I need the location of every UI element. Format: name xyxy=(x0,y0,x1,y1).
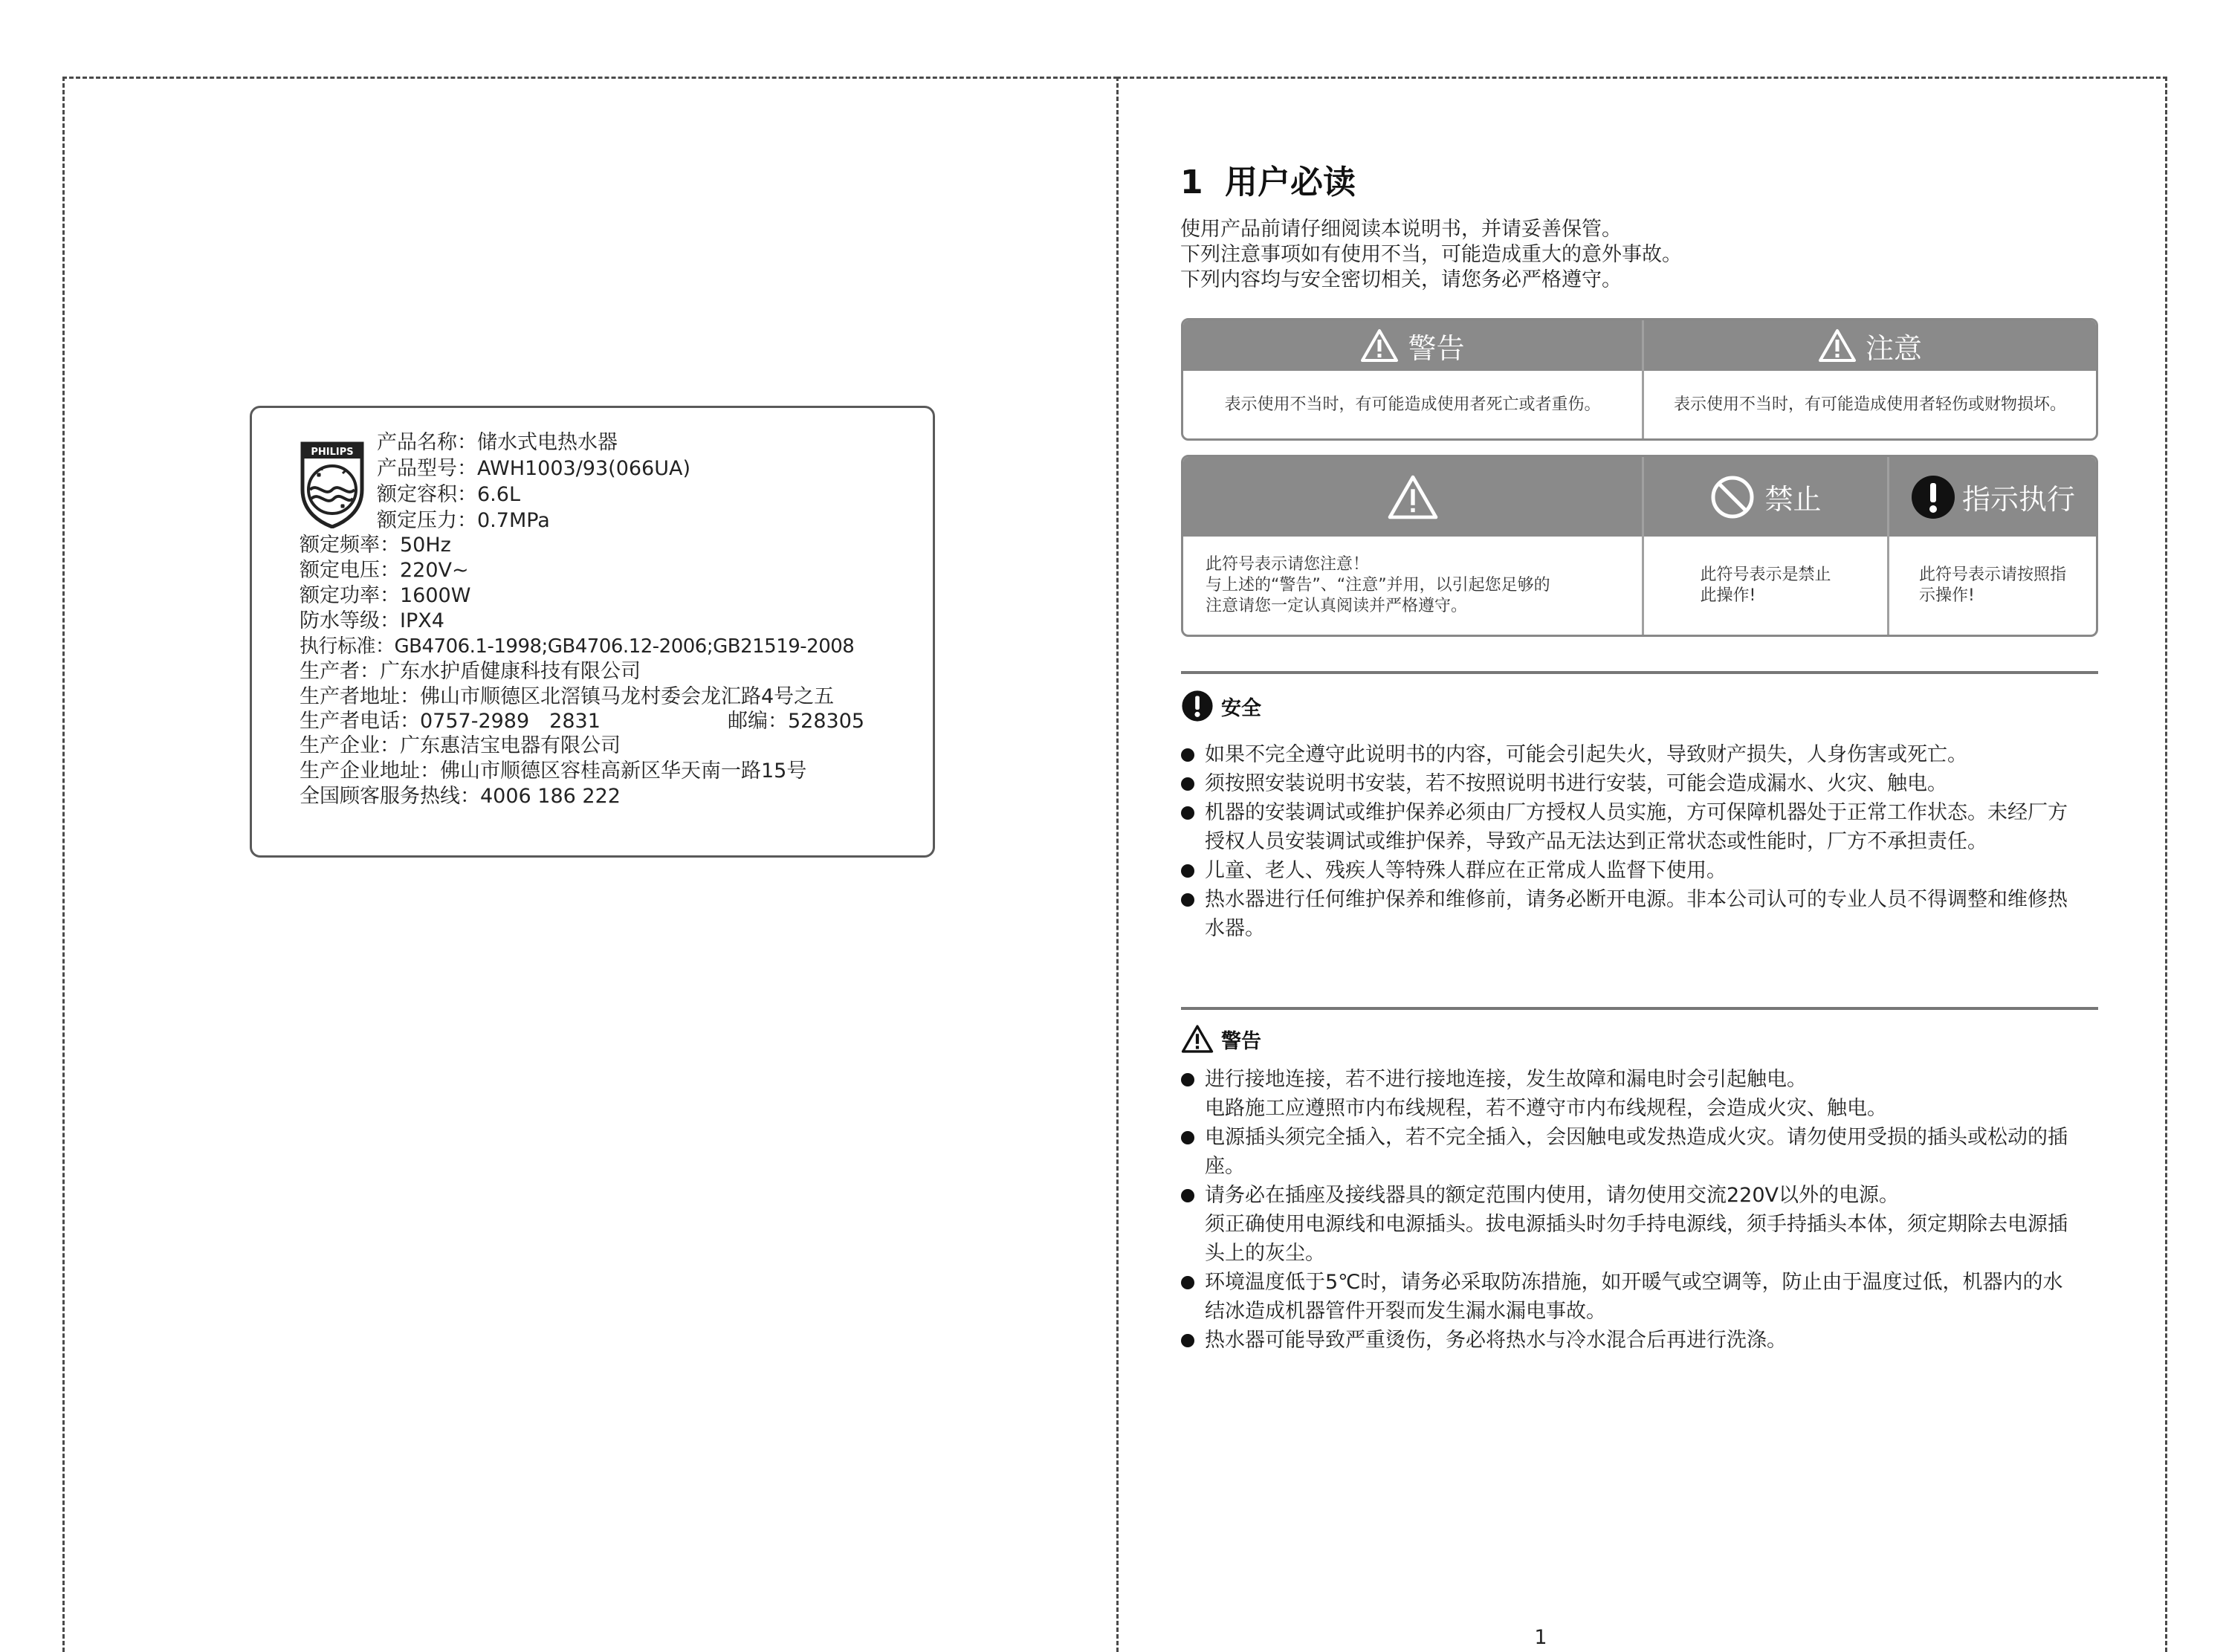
symbol-header: 禁止 xyxy=(1644,457,1887,537)
left-page xyxy=(62,77,1118,1652)
page-number: 1 xyxy=(1534,1626,1547,1649)
symbol-description: 此符号表示是禁止 此操作! xyxy=(1700,566,1831,605)
nameplate-postal-code: 邮编：528305 xyxy=(728,710,865,733)
intro-line: 下列内容均与安全密切相关，请您务必严格遵守。 xyxy=(1180,268,1622,291)
nameplate-line: 防水等级：IPX4 xyxy=(300,609,444,632)
list-item: 请务必在插座及接线器具的额定范围内使用，请勿使用交流220V以外的电源。 须正确使用电源线和电源插头。拔电源插头时勿手持电源线，须手持插头本体，须定期除去电源插 头上的灰尘。 xyxy=(1181,1181,2110,1268)
list-item: 进行接地连接，若不进行接地连接，发生故障和漏电时会引起触电。 电路施工应遵照市内布线规程，若不遵守市内布线规程，会造成火灾、触电。 xyxy=(1181,1065,2110,1123)
nameplate-line: 全国顾客服务热线：4006 186 222 xyxy=(300,785,621,808)
list-item: 儿童、老人、残疾人等特殊人群应在正常成人监督下使用。 xyxy=(1181,856,2110,885)
nameplate-line: 额定频率：50Hz xyxy=(300,534,451,557)
nameplate-line: 额定压力：0.7MPa xyxy=(377,509,550,532)
section-title: 1 用户必读 xyxy=(1180,163,1356,201)
symbol-description: 表示使用不当时，有可能造成使用者死亡或者重伤。 xyxy=(1224,395,1601,414)
symbol-column-notice xyxy=(1183,457,1642,635)
symbol-header: 注意 xyxy=(1644,320,2096,371)
intro-line: 下列注意事项如有使用不当，可能造成重大的意外事故。 xyxy=(1180,243,1682,266)
nameplate-line: 生产企业地址：佛山市顺德区容桂高新区华天南一路15号 xyxy=(300,759,807,783)
exclamation-circle-icon xyxy=(1181,690,1214,722)
nameplate xyxy=(250,406,935,858)
nameplate-line: 生产企业：广东惠洁宝电器有限公司 xyxy=(300,734,621,757)
right-page xyxy=(1116,77,2167,1652)
list-item: 环境温度低于5℃时，请务必采取防冻措施，如开暖气或空调等，防止由于温度过低，机器内的水 结冰造成机器管件开裂而发生漏水漏电事故。 xyxy=(1181,1268,2110,1326)
intro-paragraph xyxy=(1180,217,1682,293)
logo-brand-text: PHILIPS xyxy=(311,447,354,458)
list-item: 热水器进行任何维护保养和维修前，请务必断开电源。非本公司认可的专业人员不得调整和维修热 水器。 xyxy=(1181,885,2110,943)
list-item: 须按照安装说明书安装，若不按照说明书进行安装，可能会造成漏水、火灾、触电。 xyxy=(1181,769,2110,798)
list-item: 热水器可能导致严重烫伤，务必将热水与冷水混合后再进行洗涤。 xyxy=(1181,1326,2110,1355)
warning-triangle-icon xyxy=(1387,474,1439,520)
symbol-header: 警告 xyxy=(1183,320,1642,371)
symbol-column-warning xyxy=(1183,320,1642,438)
symbol-column-prohibit xyxy=(1642,457,1887,635)
nameplate-line: 额定电压：220V~ xyxy=(300,559,469,582)
nameplate-line: 生产者电话：0757-2989 2831 xyxy=(300,710,601,733)
symbol-column-mandatory xyxy=(1887,457,2096,635)
nameplate-line: 生产者：广东水护盾健康科技有限公司 xyxy=(300,660,641,683)
warning-triangle-icon xyxy=(1181,1024,1214,1054)
symbol-header: 指示执行 xyxy=(1889,457,2096,537)
nameplate-line: 产品型号：AWH1003/93(066UA) xyxy=(377,457,690,480)
nameplate-line: 生产者地址：佛山市顺德区北滘镇马龙村委会龙汇路4号之五 xyxy=(300,685,835,708)
list-item: 如果不完全遵守此说明书的内容，可能会引起失火，导致财产损失，人身伤害或死亡。 xyxy=(1181,740,2110,769)
list-item: 机器的安装调试或维护保养必须由厂方授权人员实施，方可保障机器处于正常工作状态。未经厂方 授权人员安装调试或维护保养，导致产品无法达到正常状态或性能时，厂方不承担责任。 xyxy=(1181,798,2110,856)
symbol-table-warning-caution xyxy=(1181,318,2098,441)
symbol-description: 表示使用不当时，有可能造成使用者轻伤或财物损坏。 xyxy=(1673,395,2066,414)
safety-heading: 安全 xyxy=(1181,690,1261,722)
warning-triangle-icon xyxy=(1818,328,1857,363)
symbol-description: 此符号表示请按照指 示操作! xyxy=(1918,566,2066,605)
warning-list xyxy=(1181,1065,2110,1355)
warning-heading: 警告 xyxy=(1181,1024,1261,1054)
nameplate-line: 额定功率：1600W xyxy=(300,584,471,607)
section-divider xyxy=(1181,671,2098,674)
list-item: 电源插头须完全插入，若不完全插入，会因触电或发热造成火灾。请勿使用受损的插头或松动的插 座。 xyxy=(1181,1123,2110,1181)
exclamation-circle-icon xyxy=(1910,474,1956,520)
symbol-column-caution xyxy=(1642,320,2096,438)
warning-triangle-icon xyxy=(1360,328,1399,363)
section-divider xyxy=(1181,1007,2098,1010)
nameplate-line: 额定容积：6.6L xyxy=(377,483,520,506)
symbol-table-notice-prohibit-mandatory xyxy=(1181,455,2098,637)
symbol-header xyxy=(1183,457,1642,537)
nameplate-line: 执行标准：GB4706.1-1998;GB4706.12-2006;GB21519-2008 xyxy=(300,635,855,658)
symbol-description: 此符号表示请您注意！ 与上述的“警告”、“注意”并用，以引起您足够的 注意请您一定认真阅读并严格遵守。 xyxy=(1206,555,1550,615)
nameplate-line: 产品名称：储水式电热水器 xyxy=(377,431,618,454)
prohibited-icon xyxy=(1709,474,1756,520)
safety-list xyxy=(1181,740,2110,943)
philips-shield-logo-icon xyxy=(300,441,365,528)
intro-line: 使用产品前请仔细阅读本说明书，并请妥善保管。 xyxy=(1180,218,1622,241)
